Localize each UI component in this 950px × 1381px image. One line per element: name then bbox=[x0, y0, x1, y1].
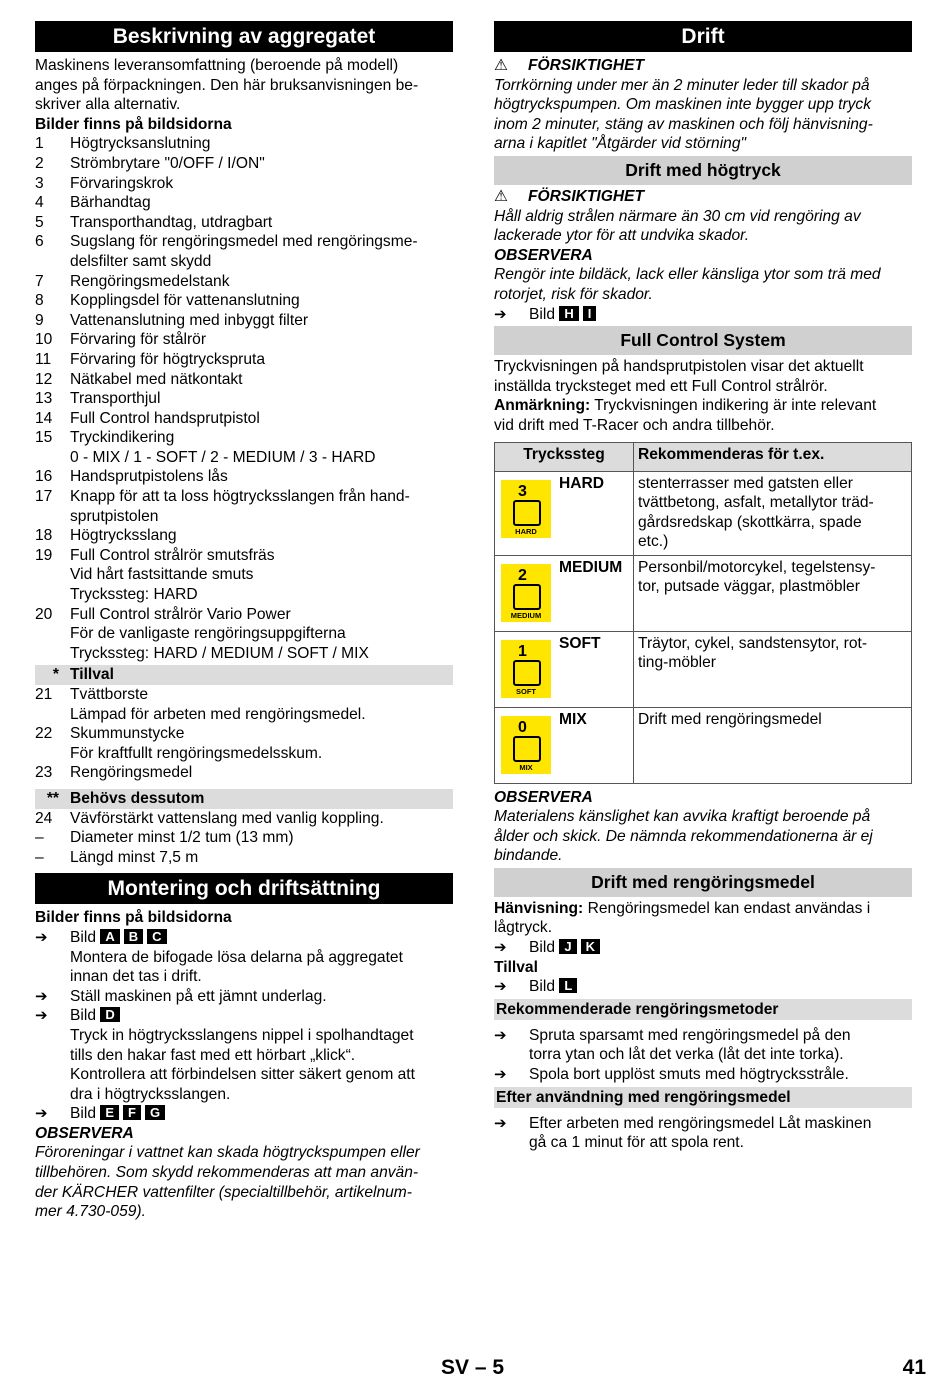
section-heading-description: Beskrivning av aggregatet bbox=[35, 21, 453, 52]
figure-key: D bbox=[100, 1007, 119, 1022]
arrow-right-icon: ➔ bbox=[494, 1026, 507, 1044]
item-number: 1 bbox=[35, 135, 44, 153]
level-icon-cell bbox=[495, 631, 556, 707]
caution-2-text bbox=[494, 207, 912, 246]
item-number: – bbox=[35, 829, 44, 847]
method-2 bbox=[494, 1065, 912, 1085]
arrow-right-icon: ➔ bbox=[494, 939, 507, 957]
item-number: 18 bbox=[35, 527, 53, 545]
behovs-label: Behövs dessutom bbox=[70, 789, 205, 807]
figure-key: H bbox=[559, 306, 578, 321]
text-line: gå ca 1 minut för att spola rent. bbox=[529, 1134, 744, 1152]
bild-label: Bild bbox=[70, 1105, 97, 1123]
item-number: 14 bbox=[35, 409, 53, 427]
step-4 bbox=[35, 1104, 453, 1124]
item-line: Tryckssteg: HARD bbox=[70, 586, 198, 604]
right-column bbox=[494, 21, 912, 1153]
hanvisning bbox=[494, 899, 912, 919]
item-line: sprutpistolen bbox=[70, 507, 159, 525]
level-pictogram bbox=[513, 736, 541, 762]
list-item bbox=[35, 272, 453, 292]
list-item bbox=[35, 809, 453, 829]
recommendation-cell bbox=[634, 631, 912, 707]
list-item bbox=[35, 685, 453, 724]
item-line: Tryckssteg: HARD / MEDIUM / SOFT / MIX bbox=[70, 644, 369, 662]
item-number: 19 bbox=[35, 546, 53, 564]
text-span: Tryckvisningen indikering är inte relevant bbox=[590, 397, 877, 415]
item-text bbox=[70, 848, 453, 868]
fcs-text bbox=[494, 357, 912, 435]
figure-key: I bbox=[583, 306, 597, 321]
heading-hogtryck: Drift med högtryck bbox=[494, 156, 912, 185]
level-name: SOFT bbox=[555, 631, 634, 707]
text-line: Tryck in högtrycksslangens nippel i spolhandtaget bbox=[70, 1026, 414, 1044]
tillval-label: Tillval bbox=[70, 666, 114, 684]
item-text bbox=[70, 763, 453, 783]
text-span: Rengöringsmedel kan endast användas i bbox=[583, 899, 871, 917]
observera-heading: OBSERVERA bbox=[494, 788, 593, 806]
item-line: Rengöringsmedelstank bbox=[70, 272, 230, 290]
warning-triangle-icon: ⚠ bbox=[494, 57, 508, 74]
item-number: 21 bbox=[35, 686, 53, 703]
item-line: Rengöringsmedel bbox=[70, 764, 193, 782]
tillval-mark: * bbox=[52, 666, 59, 684]
text-line: arna i kapitlet "Åtgärder vid störning" bbox=[494, 135, 747, 153]
item-text bbox=[70, 213, 453, 233]
heading-after-use: Efter användning med rengöringsmedel bbox=[494, 1087, 912, 1108]
level-number: 3 bbox=[518, 482, 527, 500]
item-line: Full Control handsprutpistol bbox=[70, 409, 260, 427]
list-item bbox=[35, 330, 453, 350]
item-number: 23 bbox=[35, 764, 53, 782]
item-number: 17 bbox=[35, 488, 53, 506]
section-heading-drift: Drift bbox=[494, 21, 912, 52]
item-text bbox=[70, 526, 453, 546]
text-line: högtryckspumpen. Om maskinen inte bygger upp tryck bbox=[494, 96, 872, 114]
text-line bbox=[494, 396, 912, 416]
text-line: der KÄRCHER vattenfilter (specialtillbehör, artikelnum- bbox=[35, 1183, 412, 1201]
item-text bbox=[70, 232, 453, 271]
list-item bbox=[35, 350, 453, 370]
list-item bbox=[35, 154, 453, 174]
item-number: 24 bbox=[35, 809, 53, 827]
item-line: Förvaring för högtryckspruta bbox=[70, 350, 265, 368]
brick-icon bbox=[501, 480, 551, 538]
caution-2 bbox=[494, 187, 912, 207]
list-item bbox=[35, 724, 453, 763]
figure-key: F bbox=[123, 1105, 141, 1120]
text-line: vid drift med T-Racer och andra tillbehör. bbox=[494, 416, 775, 434]
arrow-right-icon: ➔ bbox=[494, 305, 507, 323]
text-line: Spola bort upplöst smuts med högtrycksstråle. bbox=[529, 1066, 849, 1084]
figure-key: K bbox=[581, 939, 600, 954]
level-icon-cell bbox=[495, 707, 556, 783]
item-line: Diameter minst 1/2 tum (13 mm) bbox=[70, 829, 294, 847]
item-text bbox=[70, 291, 453, 311]
list-item bbox=[35, 193, 453, 213]
item-line: 0 - MIX / 1 - SOFT / 2 - MEDIUM / 3 - HARD bbox=[70, 448, 376, 466]
observera-heading: OBSERVERA bbox=[35, 1124, 134, 1142]
text-line: ålder och skick. De nämnda rekommendationerna är ej bbox=[494, 827, 873, 845]
item-text bbox=[70, 546, 453, 605]
item-line: Högtrycksslang bbox=[70, 527, 177, 545]
item-line: Handsprutpistolens lås bbox=[70, 468, 228, 486]
list-item bbox=[35, 134, 453, 154]
level-number: 0 bbox=[518, 718, 527, 736]
item-line: Lämpad för arbeten med rengöringsmedel. bbox=[70, 705, 366, 723]
item-number: 22 bbox=[35, 725, 53, 743]
item-text bbox=[70, 685, 453, 724]
heading-full-control: Full Control System bbox=[494, 326, 912, 355]
item-text bbox=[70, 311, 453, 331]
item-line: Full Control strålrör smutsfräs bbox=[70, 546, 275, 564]
item-line: För de vanligaste rengöringsuppgifterna bbox=[70, 625, 346, 643]
recommendation-line: Drift med rengöringsmedel bbox=[638, 710, 822, 728]
recommendation-line: Träytor, cykel, sandstensytor, rot- bbox=[638, 634, 868, 652]
intro-line: skriver alla alternativ. bbox=[35, 96, 181, 114]
text-line: Torrkörning under mer än 2 minuter leder till skador på bbox=[494, 76, 870, 94]
bild-jk bbox=[494, 938, 912, 958]
level-name: MIX bbox=[555, 707, 634, 783]
text-line: inom 2 minuter, stäng av maskinen och följ hänvisning- bbox=[494, 115, 873, 133]
table-header-row bbox=[495, 442, 912, 471]
item-line: Vid hårt fastsittande smuts bbox=[70, 566, 254, 584]
step-1-text bbox=[35, 948, 453, 987]
list-item bbox=[35, 174, 453, 194]
tillval-bar bbox=[35, 665, 453, 685]
item-text bbox=[70, 409, 453, 429]
item-line: Kopplingsdel för vattenanslutning bbox=[70, 292, 300, 310]
level-icon-label: SOFT bbox=[516, 686, 536, 696]
method-1 bbox=[494, 1026, 912, 1065]
behovs-mark: ** bbox=[46, 789, 59, 807]
item-line: Längd minst 7,5 m bbox=[70, 848, 199, 866]
level-name: HARD bbox=[555, 471, 634, 555]
step-2-text: Ställ maskinen på ett jämnt underlag. bbox=[70, 987, 327, 1005]
list-item bbox=[35, 763, 453, 783]
level-name: MEDIUM bbox=[555, 555, 634, 631]
fence-icon bbox=[501, 640, 551, 698]
item-line: Transporthjul bbox=[70, 390, 161, 408]
text-line: Kontrollera att förbindelsen sitter säkert genom att bbox=[70, 1066, 415, 1084]
list-item bbox=[35, 526, 453, 546]
item-line: Strömbrytare "0/OFF / I/ON" bbox=[70, 154, 265, 172]
figure-key: E bbox=[100, 1105, 119, 1120]
footer-section: SV – 5 bbox=[441, 1356, 505, 1379]
item-line: Sugslang för rengöringsmedel med rengöringsme- bbox=[70, 233, 418, 251]
item-text bbox=[70, 330, 453, 350]
caution-label: FÖRSIKTIGHET bbox=[528, 57, 645, 74]
list-item bbox=[35, 546, 453, 605]
caution-1-text bbox=[494, 76, 912, 154]
list-item bbox=[35, 311, 453, 331]
item-line: För kraftfullt rengöringsmedelsskum. bbox=[70, 744, 323, 762]
text-line: tills den hakar fast med ett hörbart „klick“. bbox=[70, 1046, 356, 1064]
bild-label: Bild bbox=[529, 305, 556, 323]
intro-line: Maskinens leveransomfattning (beroende på modell) bbox=[35, 57, 399, 74]
list-item bbox=[35, 409, 453, 429]
table-row bbox=[495, 631, 912, 707]
bild-l bbox=[494, 977, 912, 997]
tillval-heading: Tillval bbox=[494, 958, 538, 976]
item-text bbox=[70, 428, 453, 467]
item-line: Full Control strålrör Vario Power bbox=[70, 605, 291, 623]
hanvisning-label: Hänvisning: bbox=[494, 899, 584, 917]
item-number: 11 bbox=[35, 350, 52, 368]
text-line: torra ytan och låt det verka (låt det inte torka). bbox=[529, 1046, 844, 1064]
item-text bbox=[70, 154, 453, 174]
item-number: – bbox=[35, 848, 44, 866]
figure-key: B bbox=[124, 929, 143, 944]
level-pictogram bbox=[513, 660, 541, 686]
pressure-table bbox=[494, 442, 912, 784]
level-icon-cell bbox=[495, 471, 556, 555]
intro-paragraph bbox=[35, 56, 453, 115]
level-number: 1 bbox=[518, 642, 527, 660]
observera-heading: OBSERVERA bbox=[494, 246, 593, 264]
item-line: Knapp för att ta loss högtrycksslangen från hand- bbox=[70, 488, 410, 506]
text-line: mer 4.730-059). bbox=[35, 1203, 146, 1221]
item-number: 20 bbox=[35, 605, 53, 623]
item-number: 7 bbox=[35, 272, 44, 290]
heading-rengoringsmedel: Drift med rengöringsmedel bbox=[494, 868, 912, 897]
item-number: 3 bbox=[35, 174, 44, 192]
text-line: Rengör inte bildäck, lack eller känsliga ytor som trä med bbox=[494, 266, 881, 284]
pictures-note: Bilder finns på bildsidorna bbox=[35, 115, 232, 133]
text-line: lackerade ytor för att undvika skador. bbox=[494, 227, 750, 245]
item-line: Skummunstycke bbox=[70, 725, 185, 743]
arrow-right-icon: ➔ bbox=[494, 1114, 507, 1132]
text-line: tillbehören. Som skydd rekommenderas att man använ- bbox=[35, 1164, 419, 1182]
anmarkning-label: Anmärkning: bbox=[494, 397, 591, 415]
list-item bbox=[35, 370, 453, 390]
table-row bbox=[495, 555, 912, 631]
text-line: Efter arbeten med rengöringsmedel Låt maskinen bbox=[529, 1114, 872, 1132]
item-text bbox=[70, 272, 453, 292]
after-1 bbox=[494, 1114, 912, 1153]
item-number: 15 bbox=[35, 429, 53, 447]
item-text bbox=[70, 174, 453, 194]
text-line: Tryckvisningen på handsprutpistolen visar det aktuellt bbox=[494, 358, 864, 376]
item-line: Tvättborste bbox=[70, 686, 148, 703]
car-icon bbox=[501, 564, 551, 622]
arrow-right-icon: ➔ bbox=[35, 1105, 48, 1123]
text-line: inställda trycksteget med ett Full Control strålrör. bbox=[494, 377, 828, 395]
intro-line: anges på förpackningen. Den här bruksanvisningen be- bbox=[35, 76, 419, 94]
step-3-text bbox=[35, 1026, 453, 1104]
text-line: Materialens känslighet kan avvika kraftigt beroende på bbox=[494, 808, 871, 826]
step-3 bbox=[35, 1006, 453, 1026]
item-line: Förvaring för stålrör bbox=[70, 331, 207, 349]
left-column bbox=[35, 21, 453, 1222]
figure-key: G bbox=[145, 1105, 165, 1120]
observera-text bbox=[35, 1143, 453, 1221]
item-number: 16 bbox=[35, 468, 53, 486]
recommendation-line: Personbil/motorcykel, tegelstensy- bbox=[638, 558, 876, 576]
section-heading-mounting: Montering och driftsättning bbox=[35, 873, 453, 904]
text-line: lågtryck. bbox=[494, 919, 553, 937]
list-item bbox=[35, 848, 453, 868]
step-1 bbox=[35, 928, 453, 948]
recommendation-line: stenterrasser med gatsten eller bbox=[638, 474, 853, 492]
item-text bbox=[70, 193, 453, 213]
recommendation-line: etc.) bbox=[638, 533, 669, 551]
text-line: dra i högtrycksslangen. bbox=[70, 1085, 231, 1103]
text-line: Spruta sparsamt med rengöringsmedel på den bbox=[529, 1026, 851, 1044]
recommendation-line: tor, putsade väggar, plastmöbler bbox=[638, 578, 860, 596]
table-header-recommended: Rekommenderas för t.ex. bbox=[634, 442, 912, 471]
list-item bbox=[35, 291, 453, 311]
bild-hi bbox=[494, 305, 912, 325]
table-row bbox=[495, 471, 912, 555]
item-text bbox=[70, 605, 453, 664]
item-number: 10 bbox=[35, 331, 53, 349]
item-text bbox=[70, 487, 453, 526]
level-number: 2 bbox=[518, 566, 527, 584]
recommendation-line: tvättbetong, asfalt, metallytor träd- bbox=[638, 494, 874, 512]
text-line: Montera de bifogade lösa delarna på aggregatet bbox=[70, 948, 403, 966]
item-number: 6 bbox=[35, 233, 44, 251]
item-line: delsfilter samt skydd bbox=[70, 252, 212, 270]
footer-page-number: 41 bbox=[902, 1356, 926, 1379]
list-item bbox=[35, 605, 453, 664]
text-line: rotorjet, risk för skador. bbox=[494, 285, 653, 303]
bild-label: Bild bbox=[529, 978, 556, 996]
item-number: 4 bbox=[35, 194, 44, 212]
item-number: 2 bbox=[35, 154, 44, 172]
recommendation-line: ting-möbler bbox=[638, 654, 716, 672]
item-line: Bärhandtag bbox=[70, 194, 151, 212]
arrow-right-icon: ➔ bbox=[494, 1066, 507, 1084]
item-line: Transporthandtag, utdragbart bbox=[70, 213, 273, 231]
list-item bbox=[35, 389, 453, 409]
figure-key: A bbox=[100, 929, 119, 944]
recommendation-line: gårdsredskap (skottkärra, spade bbox=[638, 513, 862, 531]
level-pictogram bbox=[513, 500, 541, 526]
caution-label: FÖRSIKTIGHET bbox=[528, 187, 645, 205]
table-row bbox=[495, 707, 912, 783]
item-text bbox=[70, 828, 453, 848]
recommendation-cell bbox=[634, 555, 912, 631]
level-icon-label: HARD bbox=[515, 526, 537, 536]
list-item bbox=[35, 232, 453, 271]
item-line: Nätkabel med nätkontakt bbox=[70, 370, 243, 388]
item-line: Vävförstärkt vattenslang med vanlig koppling. bbox=[70, 809, 384, 827]
text-line: bindande. bbox=[494, 847, 563, 865]
recommendation-cell bbox=[634, 471, 912, 555]
item-number: 12 bbox=[35, 370, 53, 388]
parts-list bbox=[35, 134, 453, 663]
arrow-right-icon: ➔ bbox=[35, 1007, 48, 1025]
item-line: Förvaringskrok bbox=[70, 174, 174, 192]
list-item bbox=[35, 213, 453, 233]
item-text bbox=[70, 134, 453, 154]
arrow-right-icon: ➔ bbox=[494, 978, 507, 996]
list-item bbox=[35, 467, 453, 487]
figure-key: J bbox=[559, 939, 576, 954]
pictures-note-2: Bilder finns på bildsidorna bbox=[35, 909, 232, 927]
item-text bbox=[70, 809, 453, 829]
item-text bbox=[70, 467, 453, 487]
item-number: 13 bbox=[35, 390, 53, 408]
observera-2-text bbox=[494, 807, 912, 866]
behovs-list bbox=[35, 809, 453, 868]
list-item bbox=[35, 487, 453, 526]
level-icon-cell bbox=[495, 555, 556, 631]
table-header-level: Tryckssteg bbox=[495, 442, 634, 471]
figure-key: L bbox=[559, 978, 577, 993]
level-icon-label: MEDIUM bbox=[510, 610, 542, 620]
item-number: 5 bbox=[35, 213, 44, 231]
recommendation-cell bbox=[634, 707, 912, 783]
item-number: 9 bbox=[35, 311, 44, 329]
item-text bbox=[70, 370, 453, 390]
item-text bbox=[70, 389, 453, 409]
heading-methods: Rekommenderade rengöringsmetoder bbox=[494, 999, 912, 1020]
warning-triangle-icon: ⚠ bbox=[494, 187, 508, 205]
item-text bbox=[70, 724, 453, 763]
item-text bbox=[70, 350, 453, 370]
text-line: Föroreningar i vattnet kan skada högtryckspumpen eller bbox=[35, 1144, 420, 1162]
caution-1 bbox=[494, 56, 912, 76]
step-2 bbox=[35, 987, 453, 1007]
bild-label: Bild bbox=[529, 939, 556, 957]
tillval-list bbox=[35, 685, 453, 783]
bild-label: Bild bbox=[70, 928, 97, 946]
item-line: Vattenanslutning med inbyggt filter bbox=[70, 311, 309, 329]
item-number: 8 bbox=[35, 292, 44, 310]
item-line: Högtrycksanslutning bbox=[70, 135, 211, 153]
item-line: Tryckindikering bbox=[70, 429, 175, 447]
level-pictogram bbox=[513, 584, 541, 610]
behovs-bar bbox=[35, 789, 453, 809]
list-item bbox=[35, 828, 453, 848]
arrow-right-icon: ➔ bbox=[35, 987, 48, 1005]
bild-label: Bild bbox=[70, 1007, 97, 1025]
level-icon-label: MIX bbox=[519, 762, 533, 772]
observera-1-text bbox=[494, 265, 912, 304]
bubbles-icon bbox=[501, 716, 551, 774]
figure-key: C bbox=[147, 929, 166, 944]
arrow-right-icon: ➔ bbox=[35, 928, 48, 946]
text-line: Håll aldrig strålen närmare än 30 cm vid rengöring av bbox=[494, 207, 861, 225]
list-item bbox=[35, 428, 453, 467]
text-line: innan det tas i drift. bbox=[70, 968, 202, 986]
